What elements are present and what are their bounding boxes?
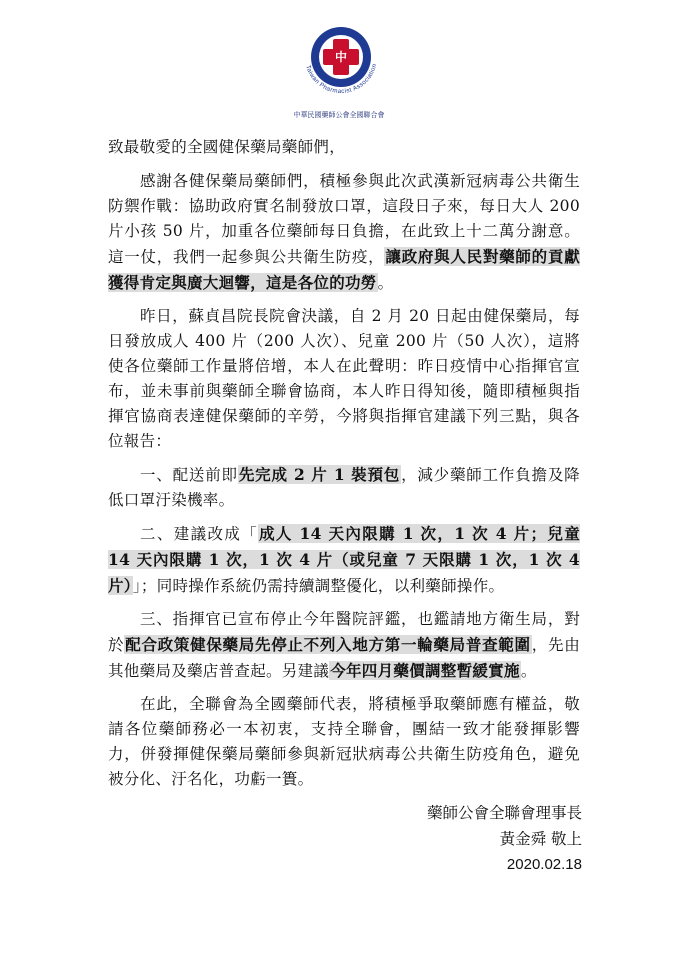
text: 。	[377, 274, 394, 292]
greeting: 致最敬愛的全國健保藥局藥師們，	[108, 138, 346, 156]
signature-title: 藥師公會全聯會理事長	[426, 804, 582, 822]
paragraph-thanks	[108, 169, 580, 296]
signature-name: 黃金舜 敬上	[499, 830, 582, 848]
text: ，減少藥師工作負擔及降低口罩汙染機率。	[108, 466, 580, 509]
text: 在此，全聯會為全國藥師代表，將積極爭取藥師應有權益，敬請各位藥師務必一本初衷，支持全聯會，團結一致才能發揮影響力，併發揮健保藥局藥師參與新冠狀病毒公共衛生防疫角色，避免被分化、汙名化，功虧一簣。	[108, 695, 580, 788]
paragraph-point-2	[108, 521, 580, 599]
letter-body	[108, 135, 580, 800]
text: ，先由其他藥局及藥店普查起。另建議	[108, 636, 580, 680]
paragraph-point-1	[108, 462, 580, 513]
logo-center-char: 中	[334, 50, 348, 64]
logo-ring-text: Taiwan Pharmacist Association	[304, 62, 379, 96]
highlight: 成人 14 天內限購 1 次，1 次 4 片；兒童 14 天內限購 1 次，1 次 4 片（或兒童 7 天限購 1 次，1 次 4 片）	[108, 524, 580, 595]
paragraph-decision	[108, 304, 580, 454]
highlight: 配合政策健保藥局先停止不列入地方第一輪藥局普查範圍	[125, 635, 531, 654]
text: 一、配送前即	[140, 466, 238, 484]
text: 感謝各健保藥局藥師們，積極參與此次武漢新冠病毒公共衛生防禦作戰：協助政府實名制發放口罩，這段日子來，每日大人 200 片小孩 50 片，加重各位藥師每日負擔，在此致上十二萬分謝意。這一仗，我們一起參與公共衛生防疫，	[108, 172, 580, 266]
signature-date: 2020.02.18	[506, 856, 582, 873]
org-name: 中華民國藥師公會全國聯合會	[293, 111, 385, 119]
paragraph-closing	[108, 692, 580, 792]
text: 」；同時操作系統仍需持續調整優化，以利藥師操作。	[132, 577, 505, 595]
highlight: 先完成 2 片 1 裝預包	[238, 465, 401, 484]
highlight: 讓政府與人民對藥師的貢獻獲得肯定與廣大迴響，這是各位的功勞	[108, 247, 580, 292]
association-logo	[296, 12, 386, 102]
signature-block	[427, 800, 582, 878]
paragraph-point-3	[108, 607, 580, 684]
text: 三、指揮官已宣布停止今年醫院評鑑，也鑑請地方衛生局，對於	[108, 610, 580, 654]
highlight: 今年四月藥價調整暫緩實施	[330, 661, 520, 680]
text: 昨日，蘇貞昌院長院會決議，自 2 月 20 日起由健保藥局，每日發放成人 400 片（200 人次）、兒童 200 片（50 人次），這將使各位藥師工作量將倍增，本人在此聲明：昨日疫情中心指揮官宣布，並未事前與藥師全聯會協商，本人昨日得知後，隨即積極與指揮官協商表達健保藥師的辛勞，今將與指揮官建議下列三點，與各位報告：	[108, 307, 580, 450]
text: 二、建議改成「	[140, 525, 259, 543]
text: 。	[520, 662, 537, 680]
